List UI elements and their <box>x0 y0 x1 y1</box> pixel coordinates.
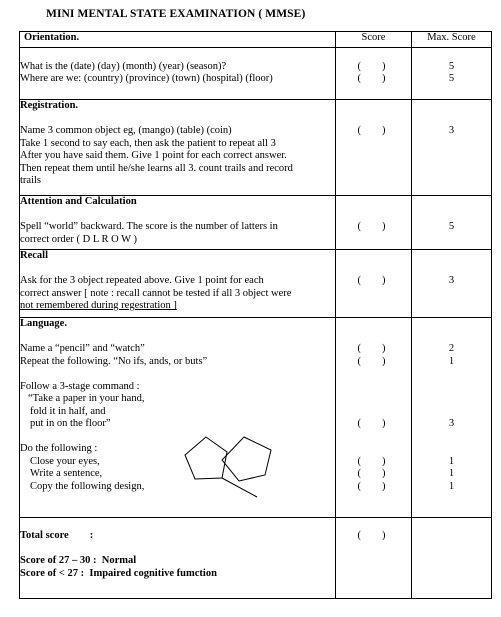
registration-line: Then repeat them until he/she learns all 3. count trails and record <box>20 162 293 174</box>
language-line: Repeat the following. “No ifs, ands, or buts” <box>20 355 208 367</box>
do-line: Write a sentence, <box>30 468 103 479</box>
orientation-question-1: What is the (date) (day) (month) (year) (season)? <box>20 60 227 72</box>
max-score-value: 2 <box>448 343 455 354</box>
max-score-value: 3 <box>448 418 455 429</box>
total-score-label: Total score : <box>20 530 94 541</box>
score-column-header: Score <box>336 32 412 48</box>
attention-text <box>20 196 336 250</box>
total-score[interactable] <box>336 518 412 599</box>
score-blank[interactable]: ( ) <box>357 480 386 492</box>
score-blank[interactable]: ( ) <box>357 418 386 429</box>
command-line: put in on the floor” <box>30 418 111 429</box>
max-score-value: 5 <box>448 73 455 84</box>
registration-text <box>20 100 336 196</box>
do-line: Close your eyes, <box>30 455 100 467</box>
recall-title: Recall <box>20 250 48 261</box>
registration-line: Name 3 common object eg, (mango) (table) (coin) <box>20 125 232 136</box>
command-line: “Take a paper in your hand, <box>28 393 145 404</box>
language-max <box>412 318 492 518</box>
registration-line: Take 1 second to say each, then ask the patient to repeat all 3 <box>20 137 276 149</box>
registration-row <box>20 100 492 196</box>
intersecting-pentagons-design <box>182 435 278 499</box>
attention-row <box>20 196 492 250</box>
orientation-text <box>20 48 336 100</box>
score-blank[interactable]: ( ) <box>357 60 386 72</box>
registration-max <box>412 100 492 196</box>
language-line: Name a “pencil” and “watch” <box>20 343 145 354</box>
score-blank[interactable]: ( ) <box>357 355 386 367</box>
orientation-row <box>20 48 492 100</box>
attention-title: Attention and Calculation <box>20 196 137 207</box>
orientation-question-2: Where are we: (country) (province) (town) (hospital) (floor) <box>20 73 273 84</box>
language-title: Language. <box>20 318 67 329</box>
registration-score[interactable] <box>336 100 412 196</box>
orientation-score[interactable] <box>336 48 412 100</box>
attention-score[interactable] <box>336 196 412 250</box>
score-blank[interactable]: ( ) <box>357 343 386 354</box>
max-score-value: 3 <box>448 125 455 136</box>
page-title: MINI MENTAL STATE EXAMINATION ( MMSE) <box>46 8 306 20</box>
language-score[interactable] <box>336 318 412 518</box>
mmse-table <box>19 31 492 599</box>
registration-title: Registration. <box>20 100 79 111</box>
attention-max <box>412 196 492 250</box>
normal-range: Score of 27 – 30 : Normal <box>20 555 137 566</box>
attention-line: correct order ( D L R O W ) <box>20 233 138 245</box>
max-score-value: 1 <box>448 468 455 479</box>
max-score-value: 5 <box>448 221 455 232</box>
score-blank[interactable]: ( ) <box>357 455 386 467</box>
score-blank[interactable]: ( ) <box>357 275 386 286</box>
recall-line: Ask for the 3 object repeated above. Give 1 point for each <box>20 275 264 286</box>
impaired-range: Score of < 27 : Impaired cognitive fumction <box>20 567 217 579</box>
registration-line: After you have said them. Give 1 point for each correct answer. <box>20 150 287 161</box>
recall-line: correct answer [ note : recall cannot be tested if all 3 object were <box>20 287 292 299</box>
score-blank[interactable]: ( ) <box>357 530 386 541</box>
max-score-value: 5 <box>448 60 455 72</box>
recall-max <box>412 250 492 318</box>
score-blank[interactable]: ( ) <box>357 221 386 232</box>
language-row <box>20 318 492 518</box>
score-blank[interactable]: ( ) <box>357 73 386 84</box>
score-blank[interactable]: ( ) <box>357 125 386 136</box>
total-max-empty <box>412 518 492 599</box>
total-row <box>20 518 492 599</box>
score-blank[interactable]: ( ) <box>357 468 386 479</box>
command-title: Follow a 3-stage command : <box>20 380 140 392</box>
max-score-value: 1 <box>448 455 455 467</box>
table-header-row <box>20 32 492 48</box>
max-score-value: 3 <box>448 275 455 286</box>
orientation-max <box>412 48 492 100</box>
recall-text <box>20 250 336 318</box>
orientation-title: Orientation. <box>20 32 336 48</box>
recall-row <box>20 250 492 318</box>
recall-line: not remembered during regestration ] <box>20 300 177 311</box>
max-score-value: 1 <box>448 355 455 367</box>
max-score-column-header: Max. Score <box>412 32 492 48</box>
language-text <box>20 318 336 518</box>
total-text <box>20 518 336 599</box>
do-line: Copy the following design, <box>30 480 145 492</box>
registration-line: trails <box>20 175 41 186</box>
command-line: fold it in half, and <box>30 405 106 417</box>
attention-line: Spell “world” backward. The score is the number of latters in <box>20 221 278 232</box>
max-score-value: 1 <box>448 480 455 492</box>
recall-score[interactable] <box>336 250 412 318</box>
do-following-title: Do the following : <box>20 443 98 454</box>
